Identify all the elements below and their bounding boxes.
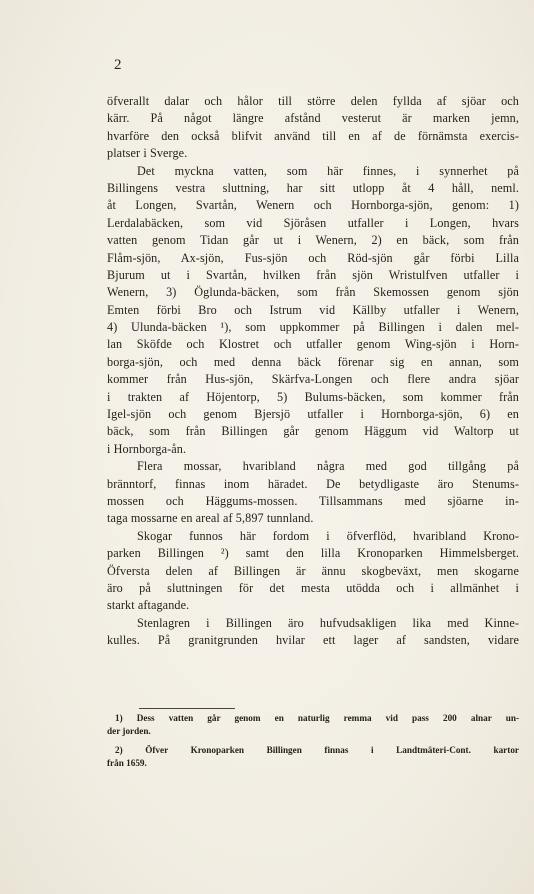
text-line: platser i Sverge. <box>107 146 188 161</box>
text-line: i Hornborga-ån. <box>107 441 187 456</box>
text-line: Det myckna vatten, som här finnes, i synnerhet på <box>137 163 519 178</box>
text-line: hvarföre den också blifvit använd till en af de förnämsta exercis- <box>107 128 519 143</box>
text-line: Wenern, 3) Öglunda-bäcken, som från Skemossen genom sjön <box>107 285 519 300</box>
text-line: borga-sjön, och med denna bäck förenar sig en annan, som <box>107 354 519 369</box>
text-line: Billingens vestra sluttning, har sitt utlopp åt 4 håll, neml. <box>107 180 519 195</box>
footnote-line: der jorden. <box>107 725 151 736</box>
text-line: Stenlagren i Billingen äro hufvudsakligen lika med Kinne- <box>137 615 519 630</box>
text-line: Flåm-sjön, Ax-sjön, Fus-sjön och Röd-sjön går förbi Lilla <box>107 250 519 265</box>
text-line: vatten genom Tidan går ut i Wenern, 2) en bäck, som från <box>107 233 519 248</box>
text-line: Igel-sjön och genom Bjersjö utfaller i Hornborga-sjön, 6) en <box>107 407 519 422</box>
text-line: lan Sköfde och Klostret och utfaller genom Wing-sjön i Horn- <box>107 337 519 352</box>
text-line: Öfversta delen af Billingen är ännu skogbeväxt, men skogarne <box>107 563 519 578</box>
text-line: bränntorf, finnas inom häradet. De betydligaste äro Stenums- <box>107 476 519 491</box>
text-line: starkt aftagande. <box>107 598 190 613</box>
text-line: i trakten af Höjentorp, 5) Bulums-bäcken, som kommer från <box>107 389 519 404</box>
body-text <box>107 93 519 650</box>
text-line: äro på sluttningen för det mesta utödda och i allmänhet i <box>107 580 519 595</box>
footnote-line: från 1659. <box>107 757 147 768</box>
text-line: kommer från Hus-sjön, Skärfva-Longen och flere andra sjöar <box>107 372 519 387</box>
footnotes <box>107 712 519 769</box>
text-line: åt Longen, Svartån, Wenern och Hornborga-sjön, genom: 1) <box>107 198 519 213</box>
text-line: Flera mossar, hvaribland några med god tillgång på <box>137 459 519 474</box>
text-line: Lerdalabäcken, som vid Sjöråsen utfaller i Longen, hvars <box>107 215 519 230</box>
text-line: kulles. På granitgrunden hvilar ett lager af sandsten, vidare <box>107 633 519 648</box>
text-line: taga mossarne en areal af 5,897 tunnland. <box>107 511 314 526</box>
text-line: parken Billingen ²) samt den lilla Kronoparken Himmelsberget. <box>107 546 519 561</box>
text-line: 4) Ulunda-bäcken ¹), som uppkommer på Billingen i dalen mel- <box>107 320 519 335</box>
text-line: mossen och Häggums-mossen. Tillsammans med sjöarne in- <box>107 493 519 508</box>
footnote-line: 1) Dess vatten går genom en naturlig remma vid pass 200 alnar un- <box>115 713 519 723</box>
text-line: Bjurum ut i Svartån, hvilken från sjön Wristulfven utfaller i <box>107 267 519 282</box>
text-line: Emten förbi Bro och Istrum vid Källby utfaller i Wenern, <box>107 302 519 317</box>
footnote-line: 2) Öfver Kronoparken Billingen finnas i Landtmäteri-Cont. kartor <box>115 745 519 756</box>
footnote-divider <box>139 708 235 709</box>
text-line: Skogar funnos här fordom i öfverflöd, hvaribland Krono- <box>137 528 519 543</box>
text-line: öfverallt dalar och hålor till större delen fyllda af sjöar och <box>107 94 519 108</box>
page-number: 2 <box>114 57 122 73</box>
text-line: kärr. På något längre afstånd vesterut är marken jemn, <box>107 111 519 126</box>
text-line: bäck, som från Billingen går genom Häggum vid Waltorp ut <box>107 424 519 439</box>
